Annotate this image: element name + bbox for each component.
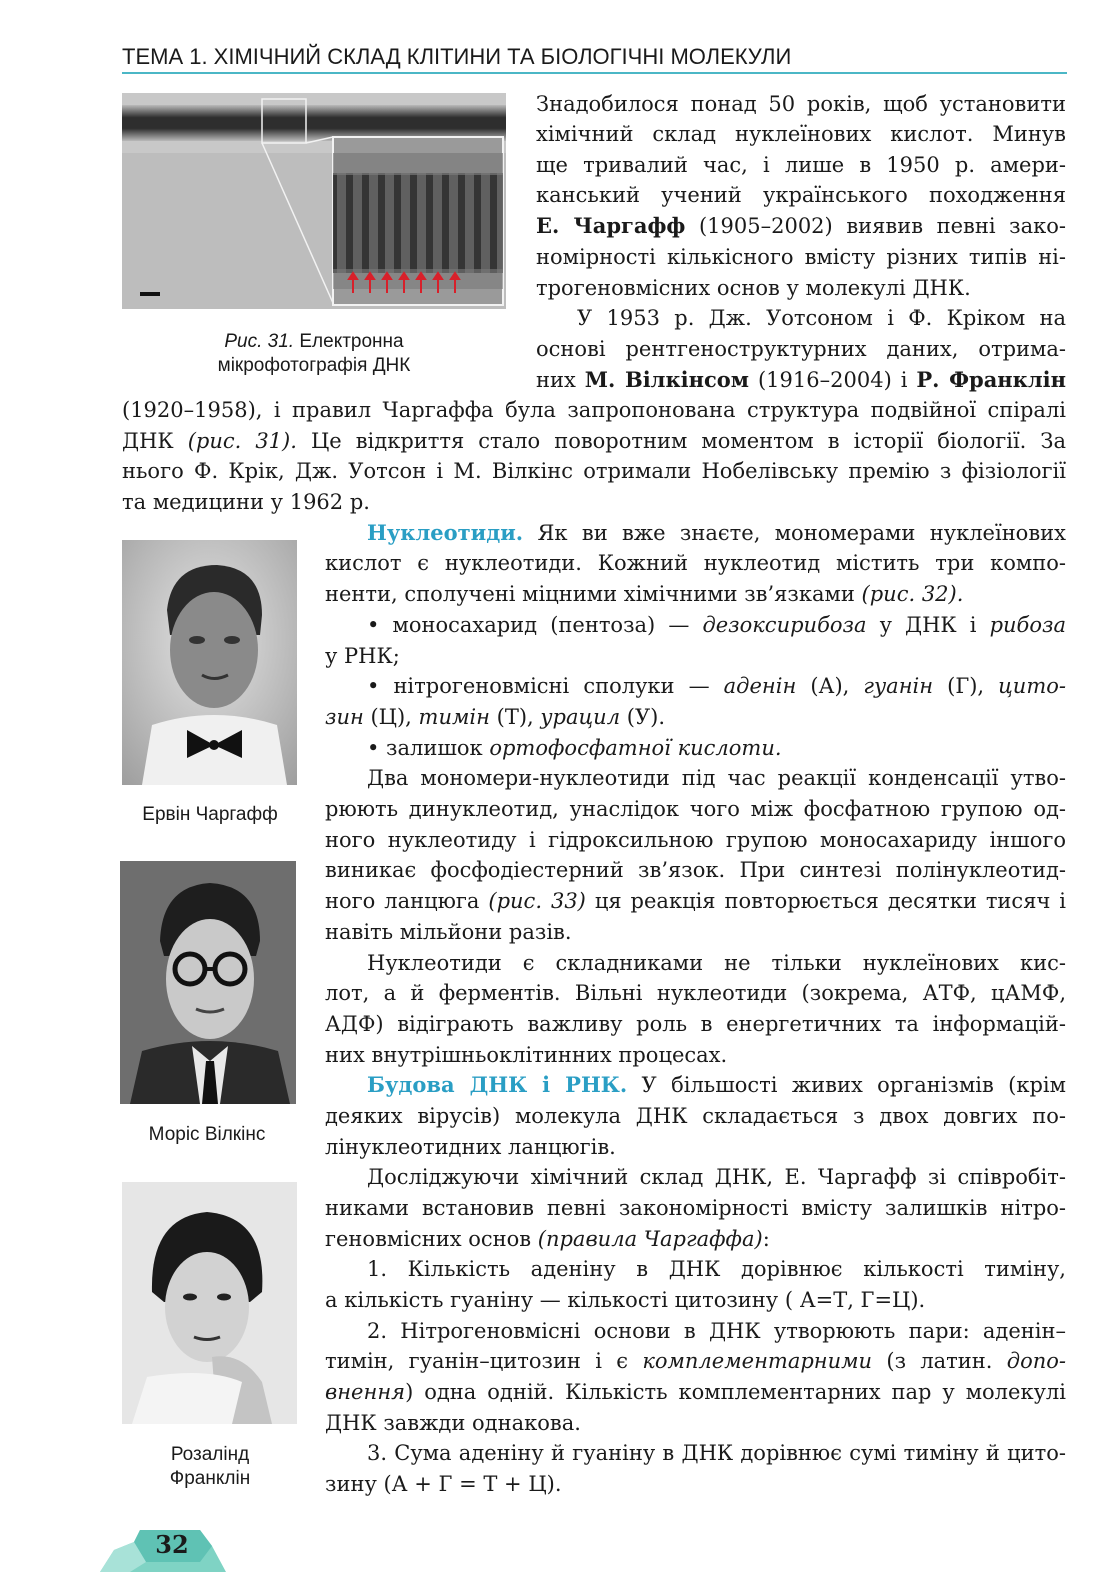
text-line: Два мономери-нуклеотиди під час реакції конденсації утво- (367, 766, 1066, 790)
text-line: ДНК завжди однакова. (325, 1411, 581, 1435)
text-line: канський учений українського походження (536, 183, 1066, 207)
text-line: никами встановив певні закономірності вмісту залишків нітро- (325, 1196, 1066, 1220)
header-rule (122, 72, 1067, 74)
text-line: АДФ) відіграють важливу роль в енергетичних та інформацій- (325, 1012, 1066, 1036)
text-line: ного нуклеотиду і гідроксильною групою моносахариду іншого (325, 828, 1066, 852)
text-line: та медицини у 1962 р. (122, 490, 370, 514)
text-line: нього Ф. Крік, Дж. Уотсон і М. Вілкінс отримали Нобелівську премію з фізіології (122, 459, 1066, 483)
text-line: рюють динуклеотид, унаслідок чого між фосфатною групою од- (325, 797, 1066, 821)
text-line: Нуклеотиди. Як ви вже знаєте, мономерами нуклеїнових (367, 520, 1066, 545)
text-line: • нітрогеновмісні сполуки — аденін (А), гуанін (Г), цито- (367, 674, 1066, 698)
text-line: них внутрішньоклітинних процесах. (325, 1043, 728, 1067)
portrait-caption-wilkins: Моріс Вілкінс (148, 1124, 266, 1145)
text-line: виникає фосфодіестерний зв’язок. При синтезі полінуклеотид- (325, 858, 1066, 882)
portrait-wilkins (120, 861, 296, 1104)
text-line: номірності кількісного вмісту різних типів ні- (536, 245, 1066, 269)
page-number-badge (100, 1522, 230, 1572)
section-heading-nucleotides: Нуклеотиди. (367, 520, 524, 545)
text-line: лот, а й ферментів. Вільні нуклеотиди (зокрема, АТФ, цАМФ, (325, 981, 1066, 1005)
text-line: ненти, сполучені міцними хімічними зв’язками (рис. 32). (325, 582, 964, 606)
running-header: ТЕМА 1. ХІМІЧНИЙ СКЛАД КЛІТИНИ ТА БІОЛОГІЧНІ МОЛЕКУЛИ (122, 44, 792, 69)
text-line: • моносахарид (пентоза) — дезоксирибоза у ДНК і рибоза (367, 613, 1066, 637)
text-line: 3. Сума аденіну й гуаніну в ДНК дорівнює сумі тиміну й цито- (367, 1441, 1066, 1465)
section-heading-dna-rna: Будова ДНК і РНК. (367, 1072, 628, 1097)
text-line: геновмісних основ (правила Чаргаффа): (325, 1227, 770, 1251)
text-line: трогеновмісних основ у молекулі ДНК. (536, 276, 971, 300)
text-line: лінуклеотидних ланцюгів. (325, 1135, 616, 1159)
portrait-franklin (122, 1182, 297, 1424)
text-line: ного ланцюга (рис. 33) ця реакція повторюється десятки тисяч і (325, 889, 1067, 913)
text-line: них М. Вілкінсом (1916–2004) і Р. Франклін (536, 367, 1066, 392)
text-line: у РНК; (325, 644, 400, 668)
portrait-caption-chargaff: Ервін Чаргафф (142, 804, 278, 825)
text-line: 2. Нітрогеновмісні основи в ДНК утворюють пари: аденін– (367, 1319, 1066, 1343)
text-line: Знадобилося понад 50 років, щоб установити (536, 92, 1066, 116)
text-line: тимін, гуанін–цитозин і є комплементарними (з латин. допо- (325, 1349, 1066, 1373)
text-line: 1. Кількість аденіну в ДНК дорівнює кількості тиміну, (367, 1257, 1066, 1281)
text-line: ще тривалий час, і лише в 1950 р. амери- (536, 153, 1066, 177)
text-line: а кількість гуаніну — кількості цитозину ( А=Т, Г=Ц). (325, 1288, 926, 1312)
text-line: хімічний склад нуклеїнових кислот. Минув (536, 122, 1066, 146)
text-line: У 1953 р. Дж. Уотсоном і Ф. Кріком на (577, 306, 1066, 330)
text-line: Нуклеотиди є складниками не тільки нуклеїнових кис- (367, 951, 1066, 975)
text-line: кислот є нуклеотиди. Кожний нуклеотид містить три компо- (325, 551, 1066, 575)
text-line: (1920–1958), і правил Чаргаффа була запропонована структура подвійної спіралі (122, 398, 1066, 422)
text-line: Досліджуючи хімічний склад ДНК, Е. Чаргафф зі співробіт- (367, 1165, 1066, 1189)
dna-micrograph (122, 93, 506, 309)
text-line: Будова ДНК і РНК. У більшості живих організмів (крім (367, 1072, 1066, 1097)
text-line: Е. Чаргафф (1905–2002) виявив певні зако- (536, 213, 1067, 238)
text-line: основі рентгеноструктурних даних, отрима- (536, 337, 1066, 361)
text-line: внення) одна одній. Кількість комплементарних пар у молекулі (325, 1380, 1066, 1404)
text-line: зин (Ц), тимін (Т), урацил (У). (325, 705, 665, 729)
text-line: деяких вірусів) молекула ДНК складається з двох довгих по- (325, 1104, 1066, 1128)
text-line: зину (А + Г = Т + Ц). (325, 1472, 562, 1496)
figure-31-caption: Рис. 31. Електронна мікрофотографія ДНК (217, 331, 411, 376)
text-line: ДНК (рис. 31). Це відкриття стало поворотним моментом в історії біології. За (122, 429, 1066, 453)
portrait-caption-franklin: Розалінд Франклін (169, 1444, 251, 1489)
page-number: 32 (155, 1530, 189, 1559)
portrait-chargaff (122, 540, 297, 785)
text-line: навіть мільйони разів. (325, 920, 572, 944)
text-line: • залишок ортофосфатної кислоти. (367, 736, 782, 760)
